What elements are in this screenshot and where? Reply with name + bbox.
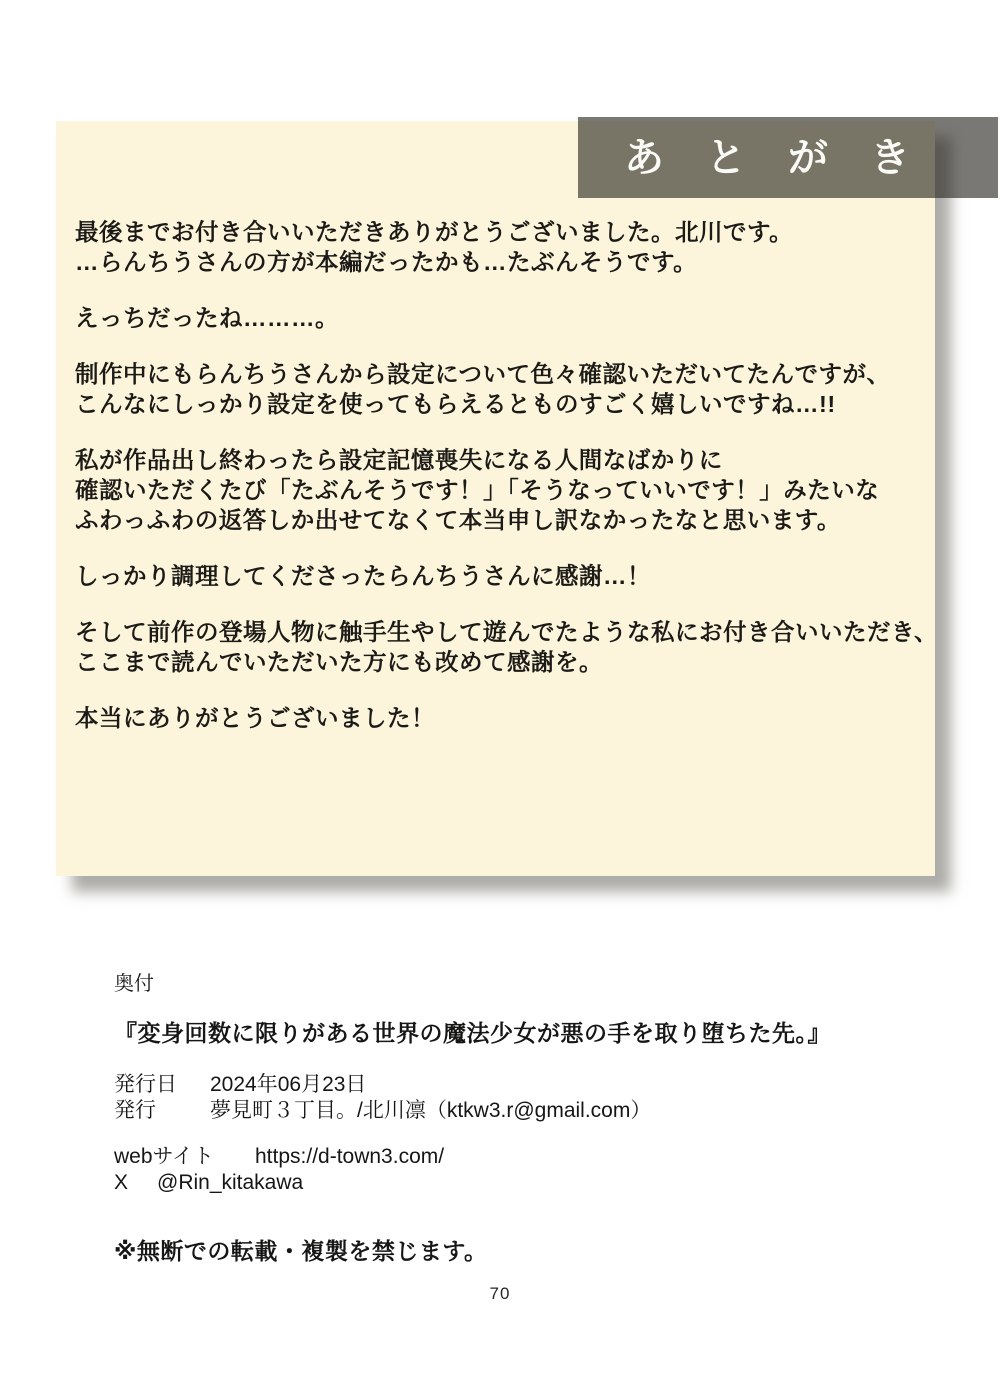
afterword-paragraph: [75, 359, 929, 419]
x-handle: @Rin_kitakawa: [157, 1171, 304, 1194]
publisher-row: [114, 1098, 831, 1124]
issue-date-row: [114, 1072, 831, 1098]
afterword-note-box: [56, 121, 939, 876]
website-url: https://d-town3.com/: [255, 1145, 445, 1168]
afterword-paragraph: [75, 561, 929, 591]
page-number: 70: [489, 1284, 511, 1303]
publisher-value: 夢見町３丁目。/北川凛（ktkw3.r@gmail.com）: [210, 1099, 652, 1122]
website-row: [114, 1144, 831, 1170]
book-title: 『変身回数に限りがある世界の魔法少女が悪の手を取り堕ちた先。』: [114, 1020, 831, 1046]
publisher-label: 発行: [114, 1099, 156, 1122]
afterword-line: 確認いただくたび「たぶんそうです！」「そうなっていいです！」みたいな: [75, 477, 880, 503]
afterword-text: [75, 217, 939, 759]
issue-date-label: 発行日: [114, 1073, 177, 1096]
x-label: X: [114, 1171, 129, 1194]
afterword-title: あとがき: [624, 134, 952, 180]
afterword-paragraph: [75, 217, 929, 277]
afterword-line: 私が作品出し終わったら設定記憶喪失になる人間なばかりに: [75, 447, 723, 473]
afterword-line: 最後までお付き合いいただきありがとうございました。北川です。: [75, 219, 794, 245]
website-label: webサイト: [114, 1145, 215, 1168]
afterword-paragraph: [75, 703, 929, 733]
x-handle-row: [114, 1170, 831, 1196]
colophon-heading: 奥付: [114, 973, 154, 995]
afterword-line: 制作中にもらんちうさんから設定について色々確認いただいてたんですが、: [75, 361, 891, 387]
afterword-header-bar: [578, 117, 998, 198]
afterword-line: 本当にありがとうございました！: [75, 705, 435, 731]
afterword-line: …らんちうさんの方が本編だったかも…たぶんそうです。: [75, 249, 698, 275]
afterword-line: ふわっふわの返答しか出せてなくて本当申し訳なかったなと思います。: [75, 507, 841, 533]
afterword-line: ここまで読んでいただいた方にも改めて感謝を。: [75, 649, 603, 675]
afterword-paragraph: [75, 617, 939, 677]
issue-date-value: 2024年06月23日: [210, 1073, 367, 1096]
colophon: [114, 970, 831, 1264]
afterword-paragraph: [75, 303, 929, 333]
reprint-notice: ※無断での転載・複製を禁じます。: [114, 1238, 488, 1264]
afterword-paragraph: [75, 445, 929, 535]
afterword-line: えっちだったね………。: [75, 305, 339, 331]
afterword-line: こんなにしっかり設定を使ってもらえるとものすごく嬉しいですね…!!: [75, 391, 836, 417]
afterword-line: そして前作の登場人物に触手生やして遊んでたような私にお付き合いいただき、: [75, 619, 939, 645]
afterword-line: しっかり調理してくださったらんちうさんに感謝…！: [75, 563, 651, 589]
